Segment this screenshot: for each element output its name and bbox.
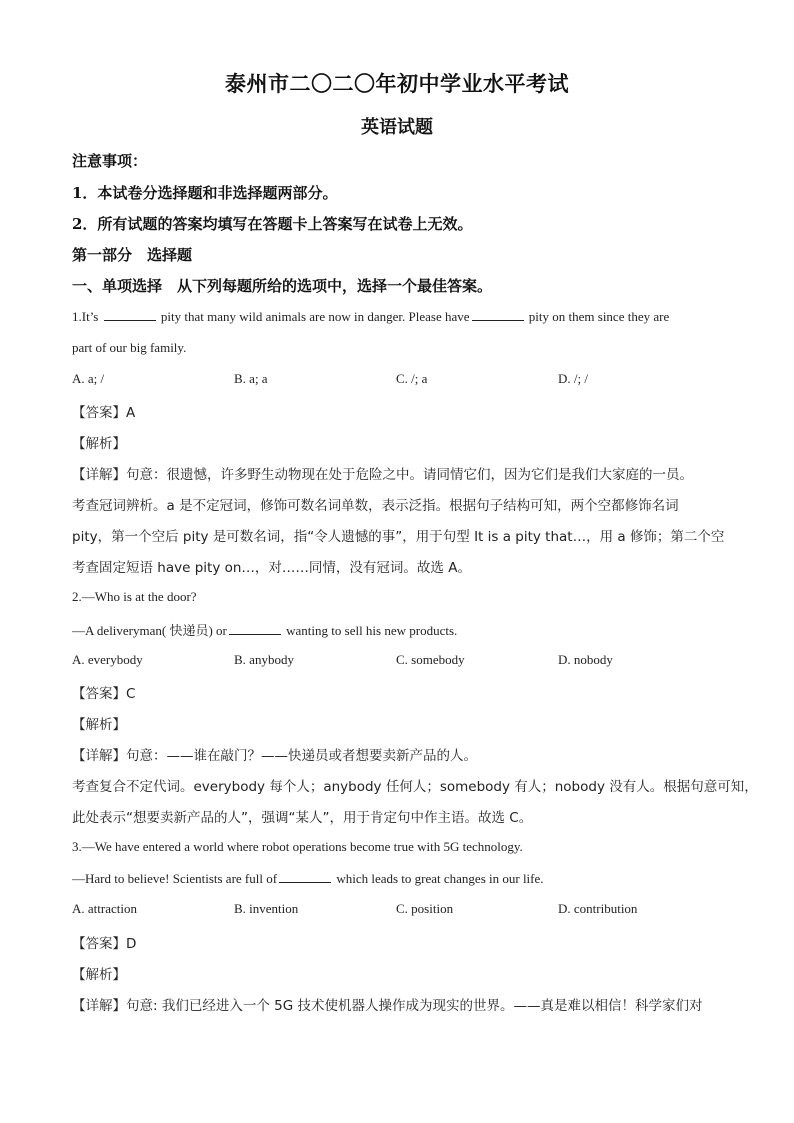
q2-option-c: C. somebody: [396, 652, 465, 667]
q1-stem-line1: [72, 308, 669, 325]
q2-detail-1: 【详解】句意：——谁在敲门？——快递员或者想要卖新产品的人。: [72, 748, 477, 764]
q3-text-a: —Hard to believe! Scientists are full of: [72, 871, 278, 886]
q3-blank: [279, 870, 331, 883]
q1-answer: 【答案】A: [72, 405, 136, 421]
q1-text-a: 1.It’s: [72, 309, 102, 324]
q2-option-d: D. nobody: [558, 652, 613, 667]
q3-option-a: A. attraction: [72, 901, 137, 916]
q1-detail-1: 【详解】句意：很遗憾，许多野生动物现在处于危险之中。请同情它们，因为它们是我们大家庭的一员。: [72, 467, 693, 483]
q1-option-d: D. /; /: [558, 371, 588, 386]
q2-option-a: A. everybody: [72, 652, 143, 667]
q1-text-b: pity that many wild animals are now in danger. Please have: [157, 309, 470, 324]
section-heading: 一、单项选择 从下列每题所给的选项中，选择一个最佳答案。: [72, 277, 493, 295]
q3-text-b: which leads to great changes in our life.: [333, 871, 544, 886]
q1-detail-4: 考查固定短语 have pity on…，对……同情，没有冠词。故选 A。: [72, 560, 471, 576]
q1-detail-3: pity，第一个空后 pity 是可数名词，指“令人遗憾的事”，用于句型 It is a pity that…，用 a 修饰；第二个空: [72, 529, 725, 545]
q3-stem-line2: [72, 870, 544, 887]
q3-stem-line1: 3.—We have entered a world where robot operations become true with 5G technology.: [72, 839, 523, 854]
q2-stem-line1: 2.—Who is at the door?: [72, 589, 197, 604]
note-2: 2．所有试题的答案均填写在答题卡上答案写在试卷上无效。: [72, 215, 473, 233]
q1-blank-2: [472, 308, 524, 321]
q2-option-b: B. anybody: [234, 652, 294, 667]
q2-stem-line2: [72, 620, 457, 639]
notes-heading: 注意事项：: [72, 152, 148, 170]
q2-text-a: —A deliveryman( 快递员) or: [72, 623, 227, 638]
q2-detail-3: 此处表示“想要卖新产品的人”，强调“某人”，用于肯定句中作主语。故选 C。: [72, 810, 533, 826]
q1-text-c: pity on them since they are: [525, 309, 670, 324]
q1-option-b: B. a; a: [234, 371, 268, 386]
q2-analysis: 【解析】: [72, 717, 126, 733]
q3-answer: 【答案】D: [72, 936, 137, 952]
part-heading: 第一部分 选择题: [72, 246, 193, 264]
q1-blank-1: [104, 308, 156, 321]
q3-analysis: 【解析】: [72, 967, 126, 983]
q2-blank: [229, 622, 281, 635]
q3-detail-1: 【详解】句意: 我们已经进入一个 5G 技术使机器人操作成为现实的世界。——真是难以相信！科学家们对: [72, 998, 703, 1014]
note-1: 1．本试卷分选择题和非选择题两部分。: [72, 184, 338, 202]
q1-detail-2: 考查冠词辨析。a 是不定冠词，修饰可数名词单数，表示泛指。根据句子结构可知，两个空都修饰名词: [72, 498, 679, 514]
q2-answer: 【答案】C: [72, 686, 136, 702]
q1-analysis: 【解析】: [72, 436, 126, 452]
q1-stem-line2: part of our big family.: [72, 340, 187, 355]
q3-option-b: B. invention: [234, 901, 299, 916]
q3-option-d: D. contribution: [558, 901, 638, 916]
q3-option-c: C. position: [396, 901, 454, 916]
q1-option-a: A. a; /: [72, 371, 105, 386]
exam-title: 泰州市二〇二〇年初中学业水平考试: [225, 71, 569, 96]
q2-text-b: wanting to sell his new products.: [282, 623, 458, 638]
q1-option-c: C. /; a: [396, 371, 428, 386]
exam-subtitle: 英语试题: [361, 117, 433, 138]
q2-detail-2: 考查复合不定代词。everybody 每个人；anybody 任何人；somebody 有人；nobody 没有人。根据句意可知，: [72, 779, 758, 795]
